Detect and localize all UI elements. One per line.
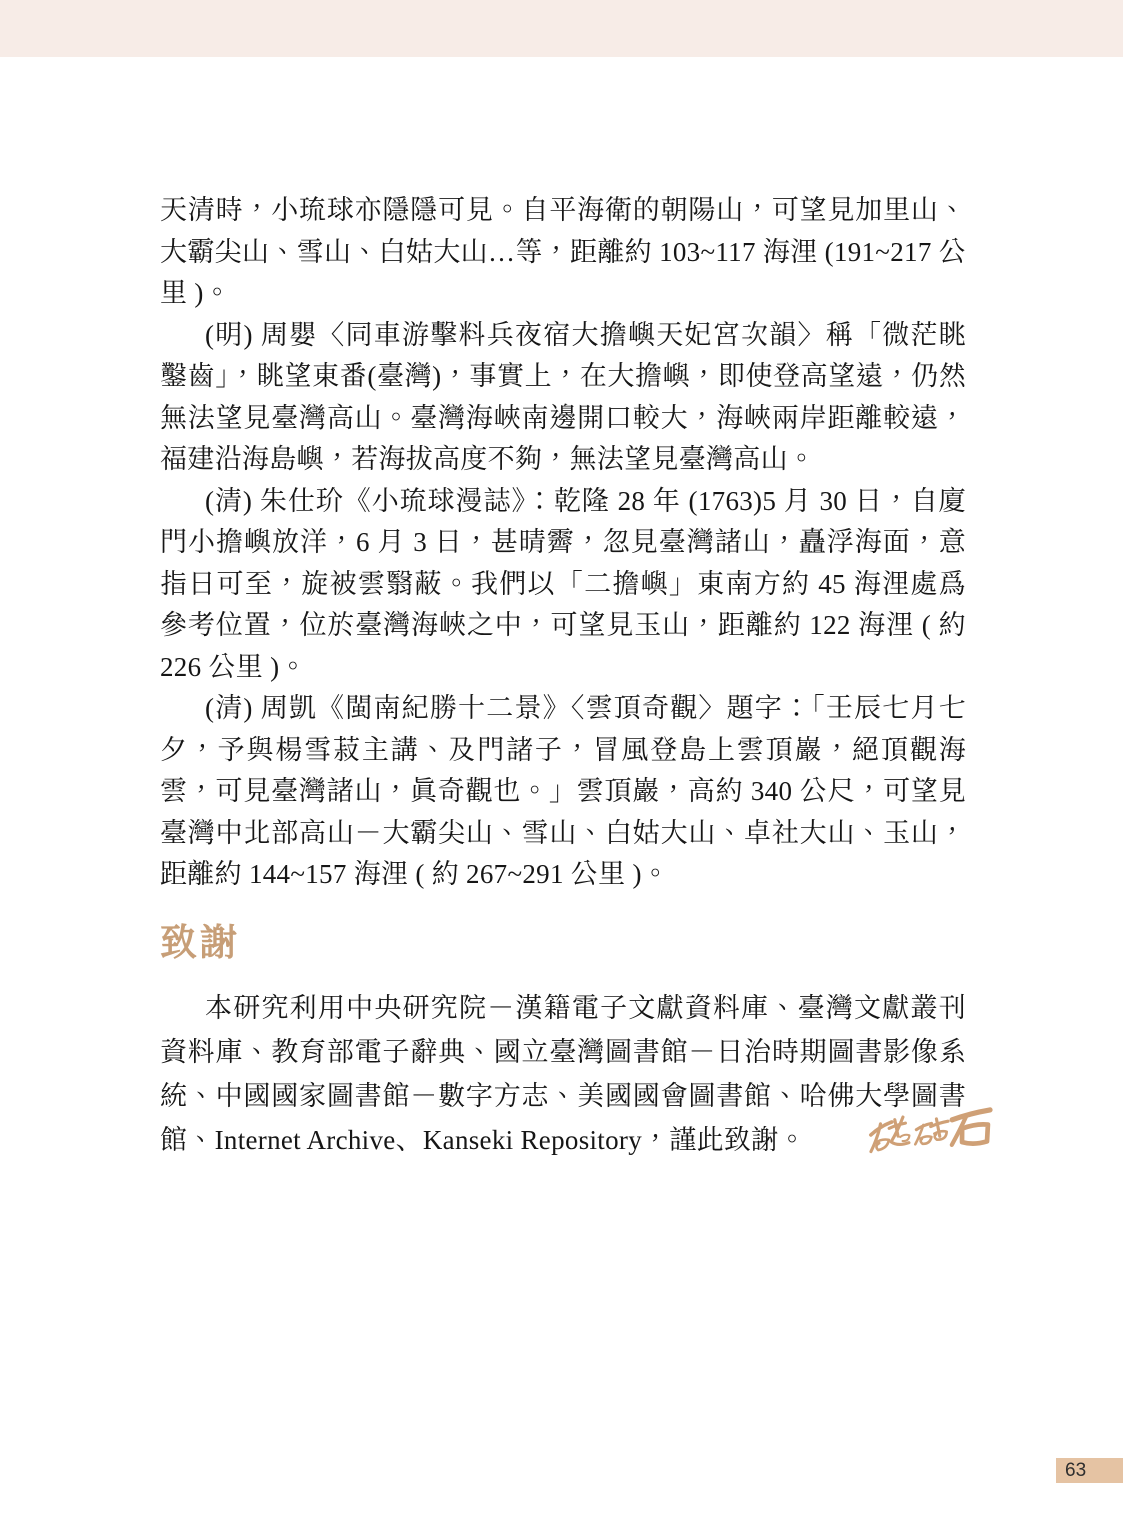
laogushi-calligraphy-logo — [866, 1098, 996, 1178]
calligraphy-svg — [866, 1098, 996, 1178]
page-content — [160, 190, 966, 1162]
body-paragraph-2: (明) 周嬰〈同車游擊料兵夜宿大擔嶼天妃宮次韻〉稱「微茫眺鑿齒」，眺望東番(臺灣)，事實上，在大擔嶼，即使登高望遠，仍然無法望見臺灣高山。臺灣海峽南邊開口較大，海峽兩岸距離較遠，福建沿海島嶼，若海拔高度不夠，無法望見臺灣高山。 — [160, 319, 966, 474]
body-paragraph-4: (清) 周凱《閩南紀勝十二景》〈雲頂奇觀〉題字：「壬辰七月七夕，予與楊雪菽主講、及門諸子，冒風登島上雲頂巖，絕頂觀海雲，可見臺灣諸山，眞奇觀也。」雲頂巖，高約 340 公尺，可望見臺灣中北部高山－大霸尖山、雪山、白姑大山、卓社大山、玉山，距離約 144~157 海浬 ( 約 267~291 公里 )。 — [160, 693, 966, 889]
body-paragraph-3: (清) 朱仕玠《小琉球漫誌》：乾隆 28 年 (1763)5 月 30 日，自廈門小擔嶼放洋，6 月 3 日，甚晴霽，忽見臺灣諸山，矗浮海面，意指日可至，旋被雲翳蔽。我們以「二擔嶼」東南方約 45 海浬處爲參考位置，位於臺灣海峽之中，可望見玉山，距離約 122 海浬 ( 約 226 公里 )。 — [160, 485, 966, 682]
acknowledgement-paragraph: 本研究利用中央研究院－漢籍電子文獻資料庫、臺灣文獻叢刊資料庫、教育部電子辭典、國立臺灣圖書館－日治時期圖書影像系統、中國國家圖書館－數字方志、美國國會圖書館、哈佛大學圖書館、Internet Archive、Kanseki Repository，謹此致謝。 — [160, 993, 966, 1156]
page-number: 63 — [1065, 1459, 1087, 1481]
section-heading-acknowledgements: 致謝 — [160, 921, 240, 963]
page-top-band — [0, 0, 1123, 57]
page-number-strip — [1056, 1458, 1123, 1483]
body-paragraph-1: 天清時，小琉球亦隱隱可見。自平海衛的朝陽山，可望見加里山、大霸尖山、雪山、白姑大山…等，距離約 103~117 海浬 (191~217 公里 )。 — [160, 195, 966, 308]
